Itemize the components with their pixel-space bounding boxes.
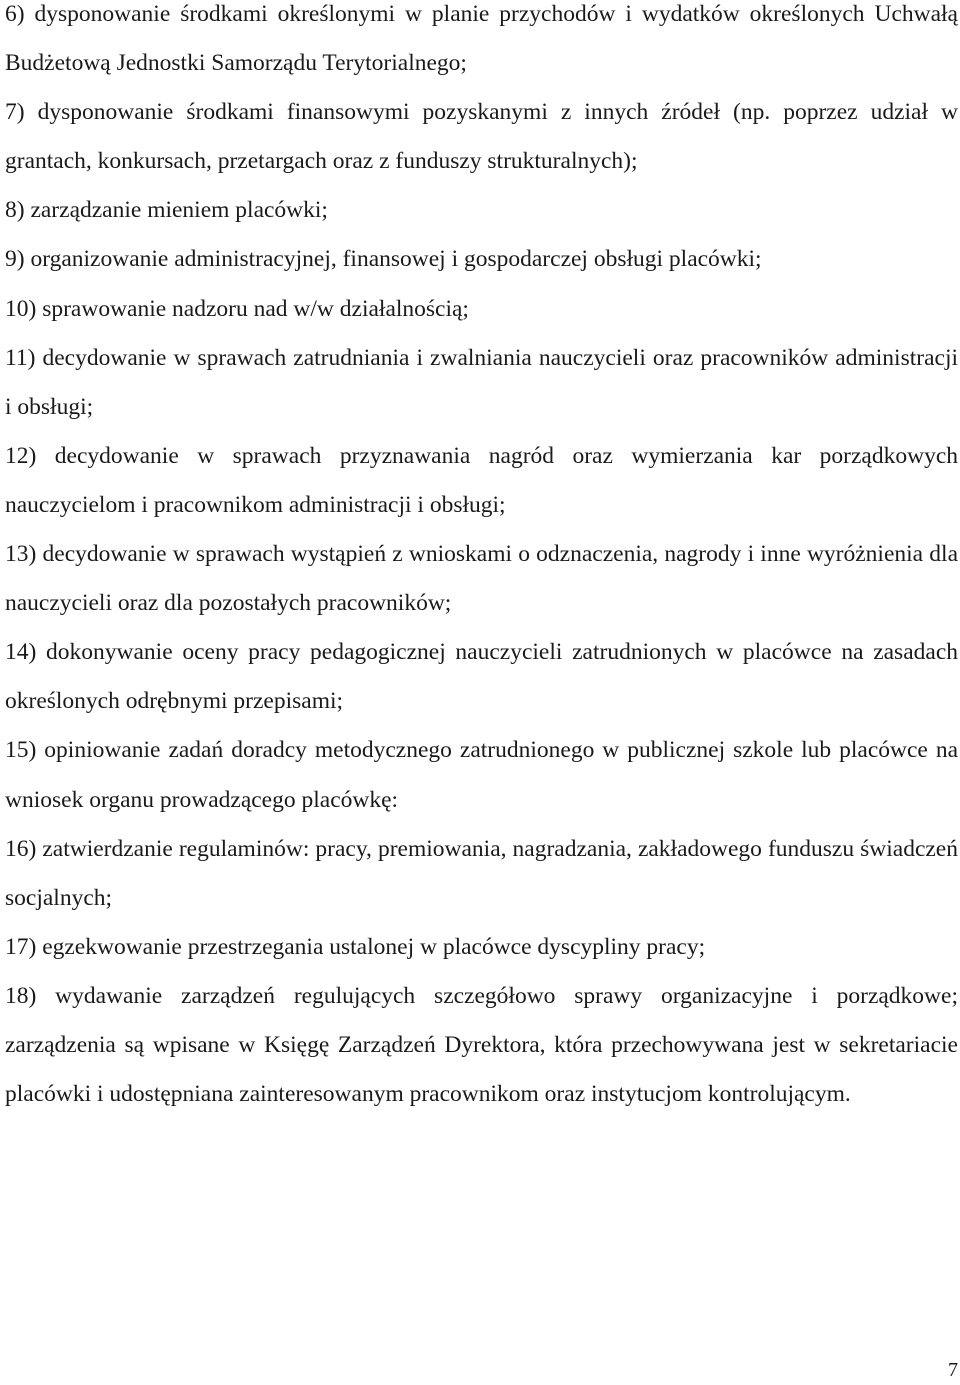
list-item-8: 8) zarządzanie mieniem placówki; [5, 197, 328, 224]
document-body [5, 0, 958, 1119]
list-item-6: 6) dysponowanie środkami określonymi w planie przychodów i wydatków określonych Uchwałą Budżetową Jednostki Samorządu Terytorialnego; [5, 1, 958, 77]
list-item-11: 11) decydowanie w sprawach zatrudniania i zwalniania nauczycieli oraz pracowników administracji i obsługi; [5, 344, 958, 420]
list-item-18: 18) wydawanie zarządzeń regulujących szczegółowo sprawy organizacyjne i porządkowe; zarządzenia są wpisane w Księgę Zarządzeń Dyrektora, która przechowywana jest w sekretariacie placówki i udostępniana zainteresowanym pracownikom oraz instytucjom kontrolującym. [5, 982, 958, 1108]
list-item-14: 14) dokonywanie oceny pracy pedagogicznej nauczycieli zatrudnionych w placówce na zasadach określonych odrębnymi przepisami; [5, 639, 958, 715]
page-number: 7 [948, 1359, 958, 1381]
list-item-15: 15) opiniowanie zadań doradcy metodycznego zatrudnionego w publicznej szkole lub placówce na wniosek organu prowadzącego placówkę: [5, 737, 958, 813]
list-item-13: 13) decydowanie w sprawach wystąpień z wnioskami o odznaczenia, nagrody i inne wyróżnienia dla nauczycieli oraz dla pozostałych pracowników; [5, 541, 958, 617]
list-item-10: 10) sprawowanie nadzoru nad w/w działalnością; [5, 295, 469, 322]
list-item-17: 17) egzekwowanie przestrzegania ustalonej w placówce dyscypliny pracy; [5, 933, 706, 960]
list-item-12: 12) decydowanie w sprawach przyznawania nagród oraz wymierzania kar porządkowych nauczycielom i pracownikom administracji i obsługi; [5, 442, 958, 518]
list-item-9: 9) organizowanie administracyjnej, finansowej i gospodarczej obsługi placówki; [5, 246, 762, 273]
list-item-7: 7) dysponowanie środkami finansowymi pozyskanymi z innych źródeł (np. poprzez udział w grantach, konkursach, przetargach oraz z funduszy strukturalnych); [5, 99, 958, 175]
list-item-16: 16) zatwierdzanie regulaminów: pracy, premiowania, nagradzania, zakładowego funduszu świadczeń socjalnych; [5, 835, 958, 911]
